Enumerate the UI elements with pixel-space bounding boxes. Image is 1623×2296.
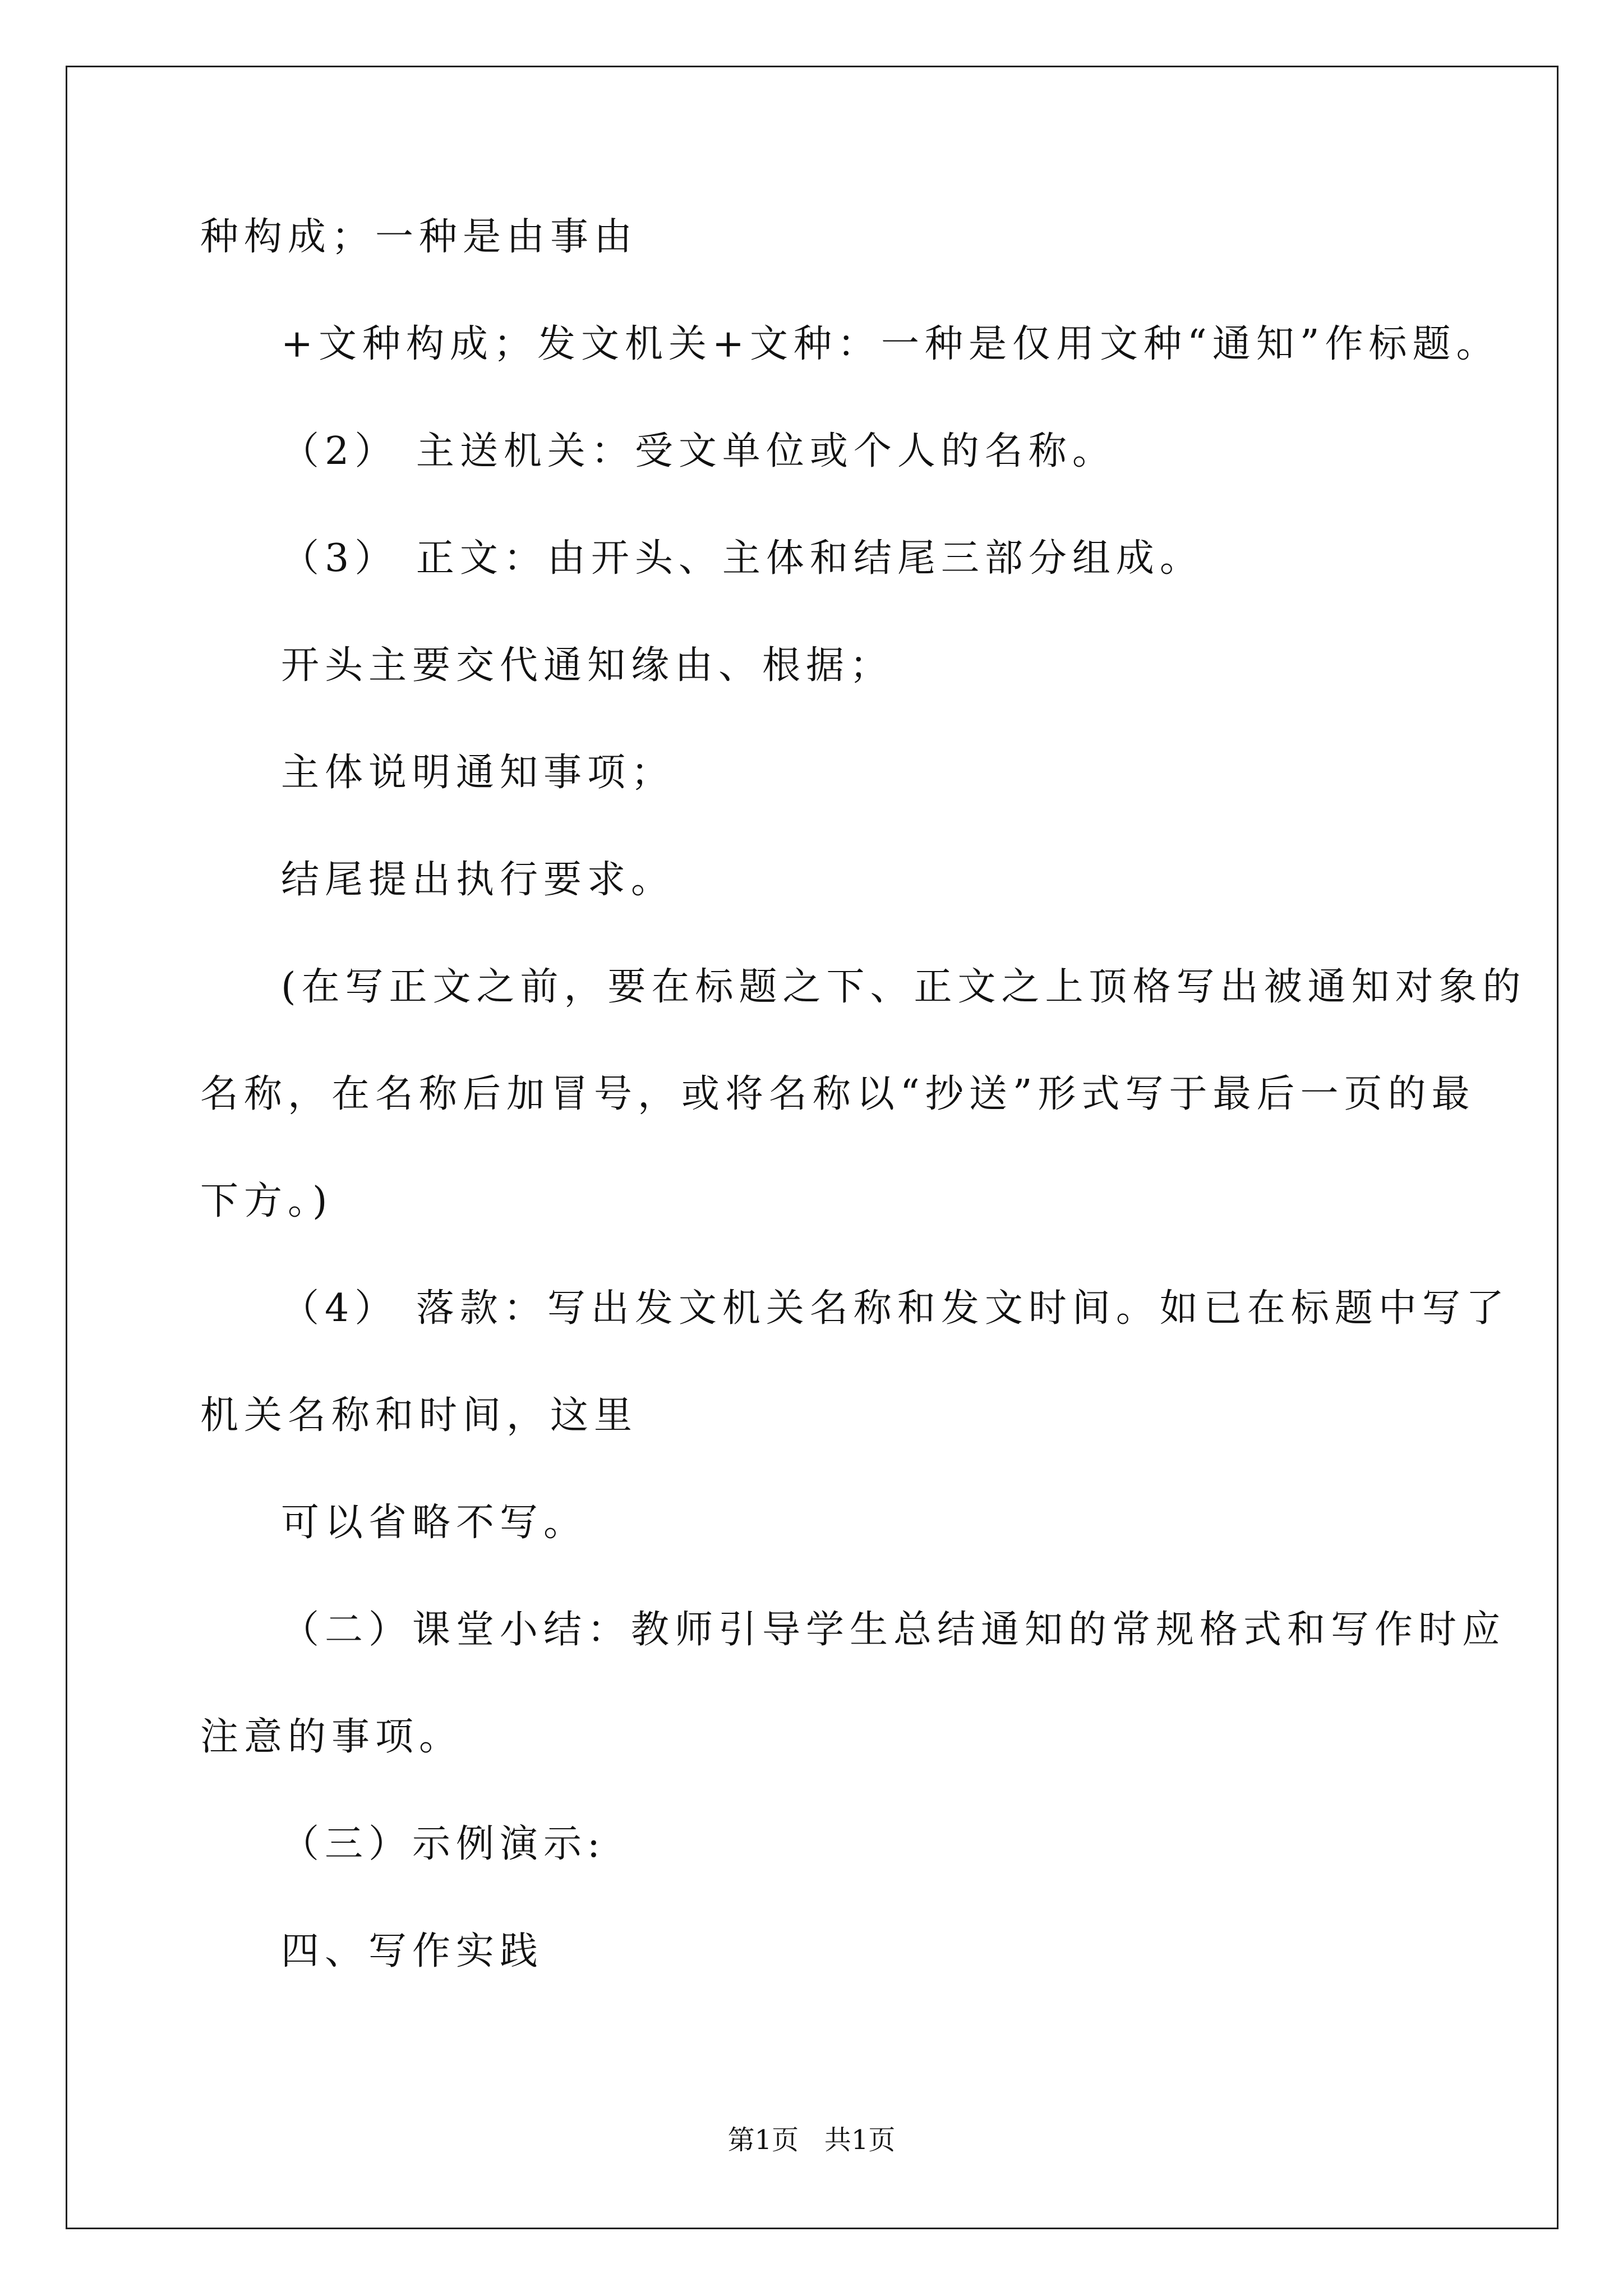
text-line: 机关名称和时间，这里 [200, 1393, 638, 1438]
text-line: 可以省略不写。 [281, 1501, 588, 1545]
text-line: 结尾提出执行要求。 [281, 858, 675, 902]
text-line: 种构成；一种是由事由 [200, 215, 638, 259]
text-line: 主体说明通知事项； [281, 751, 675, 795]
text-line: 注意的事项。 [200, 1715, 463, 1759]
text-line: （3） 正文：由开头、主体和结尾三部分组成。 [281, 536, 1204, 581]
text-line: (在写正文之前，要在标题之下、正文之上顶格写出被通知对象的 [281, 965, 1527, 1009]
text-line: （二）课堂小结：教师引导学生总结通知的常规格式和写作时应 [281, 1608, 1506, 1652]
document-body [200, 204, 1527, 2026]
page-number-footer: 第1页 共1页 [727, 2124, 896, 2156]
text-line: 名称，在名称后加冒号，或将名称以“抄送”形式写于最后一页的最 [200, 1072, 1476, 1116]
text-line: +文种构成；发文机关+文种：一种是仅用文种“通知”作标题。 [281, 322, 1500, 366]
text-line: 开头主要交代通知缘由、根据； [281, 643, 894, 688]
text-line: （2） 主送机关：受文单位或个人的名称。 [281, 429, 1116, 473]
text-line: 四、写作实践 [281, 1929, 544, 1973]
text-line: （4） 落款：写出发文机关名称和发文时间。如已在标题中写了 [281, 1286, 1510, 1331]
text-line: （三）示例演示: [281, 1822, 606, 1866]
text-line: 下方。) [200, 1179, 333, 1223]
